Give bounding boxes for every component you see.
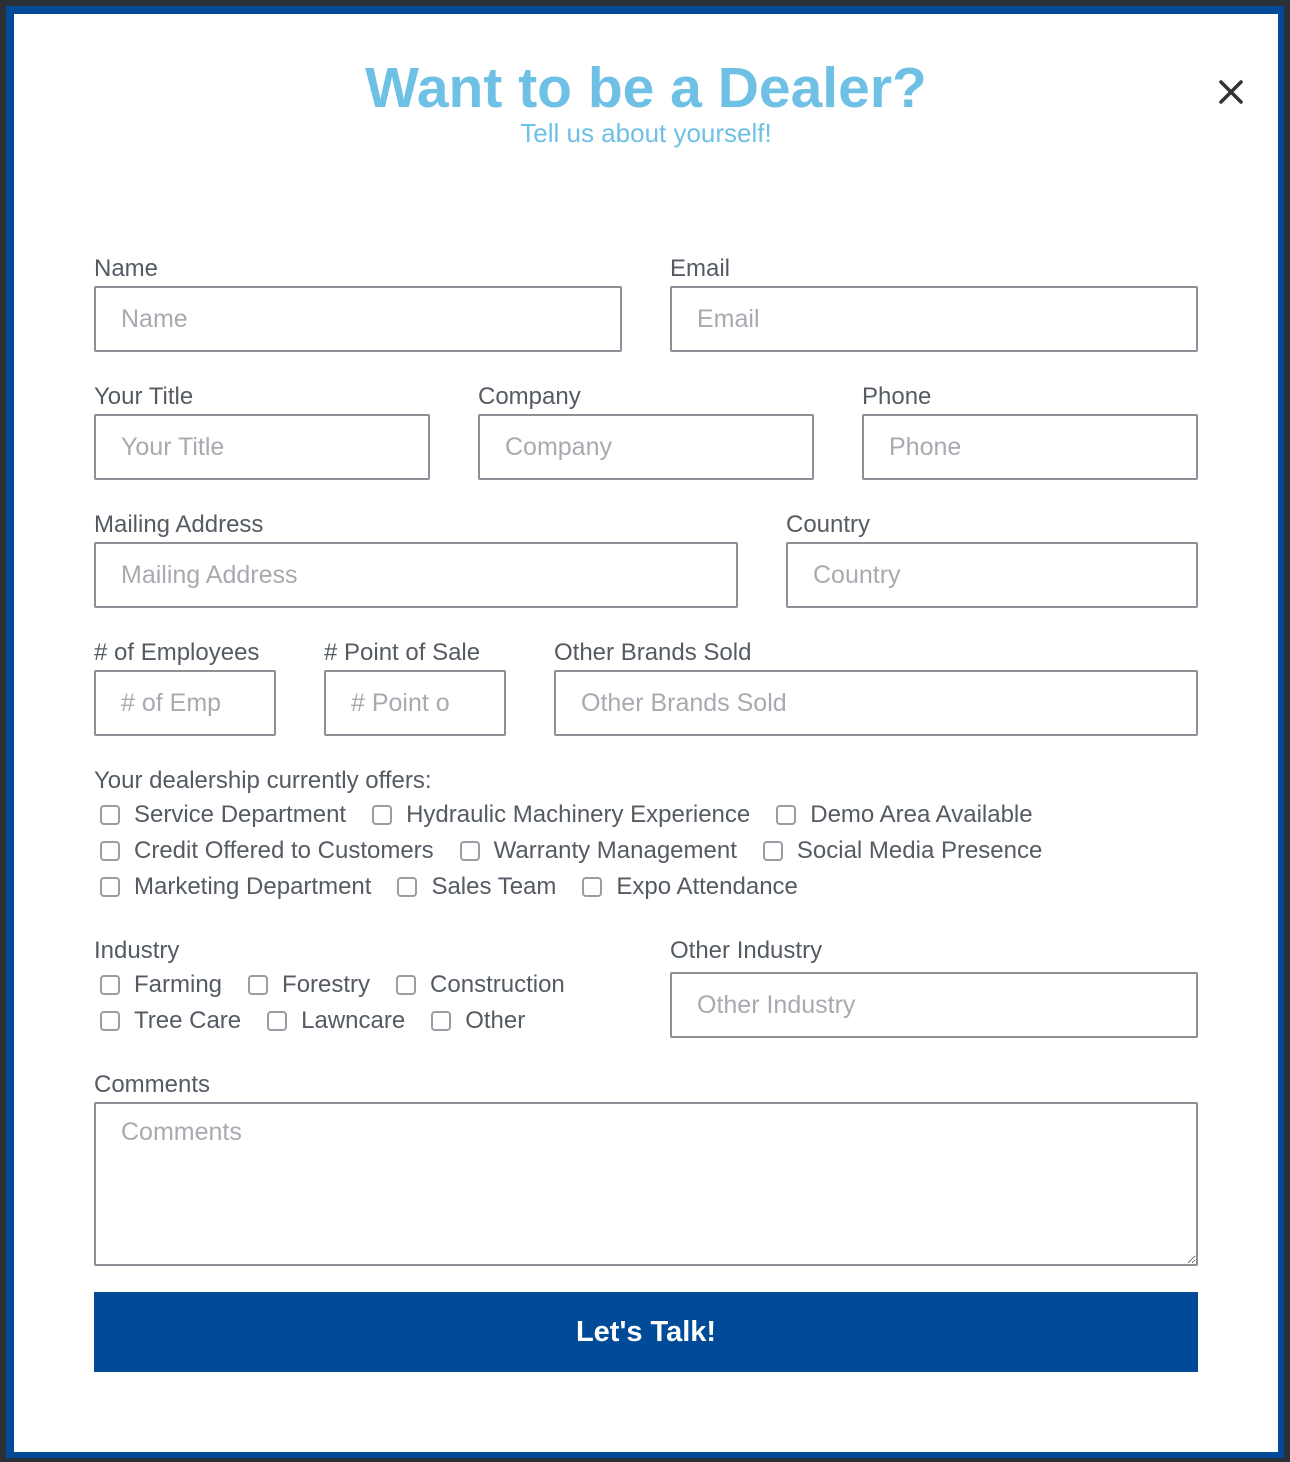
other-brands-input[interactable] — [554, 670, 1198, 736]
email-input[interactable] — [670, 286, 1198, 352]
checkbox-box[interactable] — [776, 805, 796, 825]
industry-row — [100, 973, 591, 997]
company-input[interactable] — [478, 414, 814, 480]
your-title-label: Your Title — [94, 383, 194, 410]
close-button[interactable] — [1213, 74, 1249, 110]
close-icon — [1213, 74, 1249, 110]
checkbox-label: Expo Attendance — [616, 873, 798, 900]
industry-row — [100, 1009, 551, 1033]
modal-subtitle: Tell us about yourself! — [520, 118, 772, 148]
checkbox-label: Forestry — [282, 971, 371, 998]
offers-row — [100, 803, 1059, 827]
comments-label: Comments — [94, 1071, 211, 1098]
point-of-sale-label: # Point of Sale — [324, 639, 481, 666]
comments-textarea[interactable] — [94, 1102, 1198, 1266]
checkbox-demo-area[interactable] — [776, 803, 1032, 827]
checkbox-label: Sales Team — [431, 873, 557, 900]
checkbox-box[interactable] — [100, 1011, 120, 1031]
phone-input[interactable] — [862, 414, 1198, 480]
checkbox-marketing-department[interactable] — [100, 875, 371, 899]
modal-title: Want to be a Dealer? — [365, 56, 927, 120]
checkbox-construction[interactable] — [396, 973, 565, 997]
checkbox-box[interactable] — [248, 975, 268, 995]
your-title-input[interactable] — [94, 414, 430, 480]
checkbox-label: Other — [465, 1007, 526, 1034]
employees-input[interactable] — [94, 670, 276, 736]
name-input[interactable] — [94, 286, 622, 352]
checkbox-label: Hydraulic Machinery Experience — [406, 801, 751, 828]
checkbox-label: Farming — [134, 971, 223, 998]
phone-label: Phone — [862, 383, 932, 410]
checkbox-box[interactable] — [763, 841, 783, 861]
country-label: Country — [786, 511, 871, 538]
checkbox-label: Tree Care — [134, 1007, 242, 1034]
checkbox-box[interactable] — [100, 805, 120, 825]
checkbox-label: Demo Area Available — [810, 801, 1033, 828]
checkbox-label: Lawncare — [301, 1007, 406, 1034]
checkbox-hydraulic-machinery[interactable] — [372, 803, 750, 827]
checkbox-label: Construction — [430, 971, 565, 998]
checkbox-tree-care[interactable] — [100, 1009, 241, 1033]
point-of-sale-input[interactable] — [324, 670, 506, 736]
checkbox-other[interactable] — [431, 1009, 525, 1033]
checkbox-lawncare[interactable] — [267, 1009, 405, 1033]
checkbox-box[interactable] — [100, 975, 120, 995]
checkbox-box[interactable] — [397, 877, 417, 897]
checkbox-credit-offered[interactable] — [100, 839, 434, 863]
mailing-address-input[interactable] — [94, 542, 738, 608]
industry-label: Industry — [94, 937, 180, 964]
other-industry-input[interactable] — [670, 972, 1198, 1038]
checkbox-box[interactable] — [100, 877, 120, 897]
offers-row — [100, 839, 1068, 863]
checkbox-box[interactable] — [372, 805, 392, 825]
checkbox-box[interactable] — [100, 841, 120, 861]
checkbox-box[interactable] — [460, 841, 480, 861]
checkbox-label: Social Media Presence — [796, 837, 1043, 864]
checkbox-label: Credit Offered to Customers — [134, 837, 434, 864]
checkbox-box[interactable] — [267, 1011, 287, 1031]
company-label: Company — [478, 383, 581, 410]
other-industry-label: Other Industry — [670, 937, 823, 964]
name-label: Name — [94, 255, 159, 282]
lets-talk-button[interactable]: Let's Talk! — [94, 1292, 1198, 1372]
checkbox-sales-team[interactable] — [397, 875, 556, 899]
checkbox-forestry[interactable] — [248, 973, 370, 997]
offers-label: Your dealership currently offers: — [94, 767, 432, 794]
country-input[interactable] — [786, 542, 1198, 608]
checkbox-farming[interactable] — [100, 973, 222, 997]
offers-row — [100, 875, 824, 899]
checkbox-label: Warranty Management — [493, 837, 737, 864]
checkbox-box[interactable] — [431, 1011, 451, 1031]
checkbox-label: Service Department — [134, 801, 347, 828]
mailing-address-label: Mailing Address — [94, 511, 264, 538]
other-brands-label: Other Brands Sold — [554, 639, 752, 666]
dealer-modal — [14, 14, 1278, 1452]
checkbox-box[interactable] — [396, 975, 416, 995]
checkbox-expo-attendance[interactable] — [582, 875, 797, 899]
checkbox-social-media[interactable] — [763, 839, 1042, 863]
checkbox-label: Marketing Department — [134, 873, 372, 900]
employees-label: # of Employees — [94, 639, 260, 666]
checkbox-warranty-management[interactable] — [460, 839, 737, 863]
checkbox-box[interactable] — [582, 877, 602, 897]
checkbox-service-department[interactable] — [100, 803, 346, 827]
email-label: Email — [670, 255, 731, 282]
